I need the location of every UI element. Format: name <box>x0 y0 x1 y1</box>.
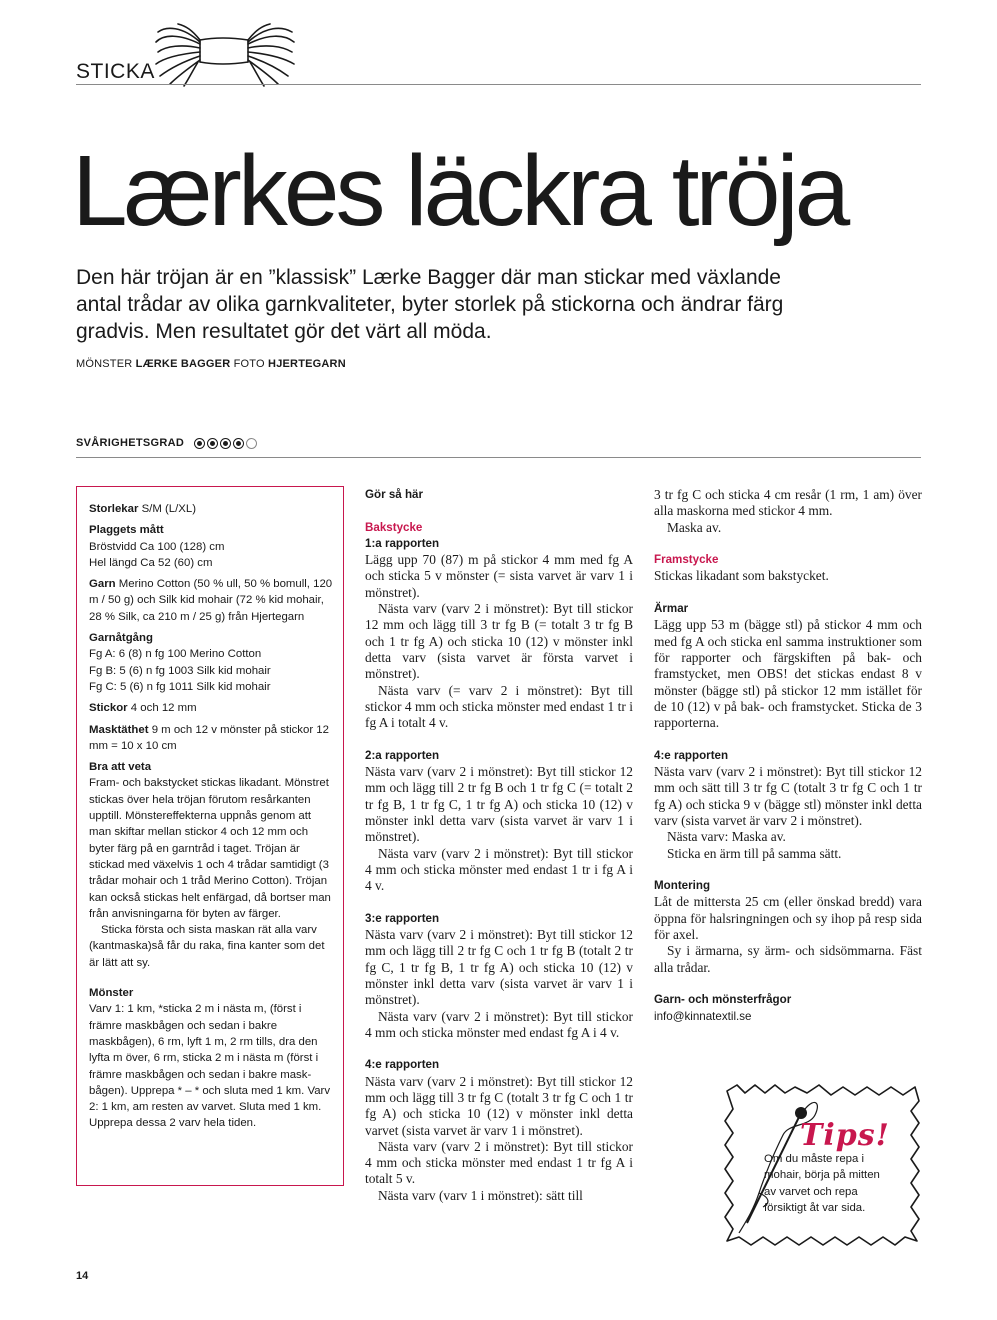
report-2-text-2: Nästa varv (varv 2 i mönstret): Byt till stickor 4 mm och sticka mönster med endast 1 tr i fg A i 4 v. <box>365 845 633 894</box>
front-heading: Framstycke <box>654 553 719 567</box>
needles-label: Stickor <box>89 702 128 715</box>
report-1-text-3: Nästa varv (= varv 2 i mönstret): Byt till stickor 4 mm och sticka mönster med endast 1 tr i fg A i totalt 4 v. <box>365 682 633 731</box>
report-1-heading: 1:a rapporten <box>365 536 440 550</box>
difficulty-dot <box>194 438 205 449</box>
pattern-text: Varv 1: 1 km, *sticka 2 m i nästa m, (först i främre maskbågen och sedan i bakre maskbågen), 6 rm, lyft 1 m, 2 rm tills, dra den lyfta m över, 6 rm, sticka 2 m i nästa m (först i främre maskbågen och sedan i bakre maskbågen). Upprepa * – * och sluta med 1 km. Varv 2: 1 km, am resten av varvet. Sluta med 1 km. Upprepa dessa 2 varv hela tiden. <box>89 1003 331 1130</box>
instructions-column-1 <box>365 487 633 1204</box>
yarn-use-c: Fg C: 5 (6) n fg 1011 Silk kid mohair <box>89 680 271 693</box>
good-text-2: Sticka första och sista maskan rät alla varv (kantmaska)så får du raka, fina kanter som det är lätt att sy. <box>89 924 325 969</box>
back-heading: Bakstycke <box>365 520 423 534</box>
report-3-heading: 3:e rapporten <box>365 911 440 925</box>
report-3-text-1: Nästa varv (varv 2 i mönstret): Byt till stickor 12 mm och lägg till 2 tr fg C och 1 tr fg B (totalt 2 tr fg C, 1 tr fg B, 1 tr fg A) och sticka 10 (12) v mönster inkl detta varv (sista varvet är varv 1 i mönstret). <box>365 927 633 1008</box>
difficulty-dot <box>220 438 231 449</box>
report-2-text-1: Nästa varv (varv 2 i mönstret): Byt till stickor 12 mm och lägg till 2 tr fg B och 1 tr fg C (= totalt 2 tr fg B, 1 tr fg C, 1 tr fg A) och sticka 10 (12) v mönster inkl detta varv (sista varvet är varv 1 i mönstret). <box>365 764 633 845</box>
article-lead: Den här tröjan är en ”klassisk” Lærke Bagger där man stickar med växlande antal trådar av olika garnkvaliteter, byter storlek på stickorna och ändrar färg gradvis. Men resultatet gör det värt all möda. <box>76 266 784 343</box>
page-number: 14 <box>76 1270 89 1282</box>
info-box <box>76 486 344 1186</box>
credit-photo-name: HJERTEGARN <box>268 358 346 370</box>
bind-off-text: Maska av. <box>667 519 722 535</box>
difficulty-dots <box>194 438 259 449</box>
measures-label: Plaggets mått <box>89 524 164 537</box>
good-text: Fram- och bakstycket stickas likadant. Mönstret stickas över hela tröjan förutom resårkanten upptill. Mönstereffekterna uppnås genom att man skiftar mellan stickor 4 och 12 mm och byter färg på en garntråd i taget. Tröjan är stickad med växelvis 1 och 4 trådar samtidigt (3 trådar mohair och 1 tråd Merino Cotton). Tröjan kan också stickas helt enfärgad, då bortser man från anvisningarna för byten av färger. <box>89 777 331 920</box>
sleeve-report-4-text-1: Nästa varv (varv 2 i mönstret): Byt till stickor 12 mm och sätt till 3 tr fg C (totalt 3 tr fg C och 1 tr fg A) och sticka 9 v (bägge stl) mönster inkl detta varv (sista varvet är varv 2 i mönstret). <box>654 764 922 828</box>
credit-pattern-label: MÖNSTER <box>76 358 133 370</box>
yarn-use <box>89 630 333 695</box>
gauge-label: Masktäthet <box>89 723 149 736</box>
report-4-heading: 4:e rapporten <box>365 1058 440 1072</box>
sizes <box>89 501 333 517</box>
tips-text: Om du måste repa i mohair, börja på mitten av varvet och repa försiktigt åt var sida. <box>764 1153 880 1214</box>
questions-email[interactable]: info@kinnatextil.se <box>654 1009 752 1023</box>
front-text: Stickas likadant som bakstycket. <box>654 568 829 584</box>
yarn-use-b: Fg B: 5 (6) n fg 1003 Silk kid mohair <box>89 664 271 677</box>
sleeve-report-4-text-3: Sticka en ärm till på samma sätt. <box>667 845 842 861</box>
report-1-text-2: Nästa varv (varv 2 i mönstret): Byt till stickor 12 mm och lägg till 3 tr fg B (= totalt 3 tr fg B och 1 tr fg A) och sticka 10 (12) v mönster inkl detta varv (sista varvet är första varvet i mönstret). <box>365 601 633 682</box>
assembly-heading: Montering <box>654 879 711 893</box>
good-to-know <box>89 759 333 922</box>
sleeve-report-4-heading: 4:e rapporten <box>654 748 729 762</box>
assembly-text-2: Sy i ärmarna, sy ärm- och sidsömmarna. Fäst alla trådar. <box>654 943 922 975</box>
good-label: Bra att veta <box>89 761 152 774</box>
difficulty-dot <box>246 438 257 449</box>
questions-heading: Garn- och mönsterfrågor <box>654 993 792 1007</box>
pattern-label: Mönster <box>89 987 134 1000</box>
yarn-skein-icon <box>152 22 298 88</box>
measures-length: Hel längd Ca 52 (60) cm <box>89 556 213 569</box>
report-4-text-2: Nästa varv (varv 2 i mönstret): Byt till stickor 4 mm och sticka mönster med endast 1 tr fg A i totalt 5 v. <box>365 1138 633 1187</box>
difficulty-dot <box>207 438 218 449</box>
yarn-value: Merino Cotton (50 % ull, 50 % bomull, 120 m / 50 g) och Silk kid mohair (72 % kid mohair, 28 % Silk, ca 210 m / 25 g) från Hjertegarn <box>89 578 333 623</box>
credit-pattern-name: LÆRKE BAGGER <box>135 358 231 370</box>
pattern <box>89 985 333 1132</box>
section-label: STICKA <box>76 60 155 83</box>
report-1-text-1: Lägg upp 70 (87) m på stickor 4 mm med fg A och sticka 5 v mönster (= sista varvet är varv 1 i mönstret). <box>365 552 633 600</box>
yarn-use-label: Garnåtgång <box>89 632 153 645</box>
header-rule <box>76 84 921 85</box>
sizes-value: S/M (L/XL) <box>141 503 196 515</box>
report-2-heading: 2:a rapporten <box>365 748 440 762</box>
sleeve-report-4-text-2: Nästa varv: Maska av. <box>667 829 786 845</box>
sizes-label: Storlekar <box>89 503 139 515</box>
assembly-text-1: Låt de mittersta 25 cm (eller önskad bredd) vara öppna för halsringningen och sy ihop på resp sida för axel. <box>654 894 922 943</box>
difficulty-label: SVÅRIGHETSGRAD <box>76 437 185 449</box>
continued-text: 3 tr fg C och sticka 4 cm resår (1 rm, 1 am) över alla maskorna med stickor 4 mm. <box>654 487 922 519</box>
sleeves-text: Lägg upp 53 m (bägge stl) på stickor 4 mm och med fg A och sticka enl samma instruktioner som för rapporter och färgskiften på bak- och framstycket, men OBS! det stickas endast 8 v mönster (bägge stl) på stickor 12 mm istället för de 10 (12) v på bak- och framstycket. Sticka de 3 rapporterna. <box>654 617 922 731</box>
how-heading: Gör så här <box>365 488 423 501</box>
instructions-column-2 <box>654 487 922 1025</box>
measures-chest: Bröstvidd Ca 100 (128) cm <box>89 540 225 553</box>
measures <box>89 522 333 571</box>
sleeves-heading: Ärmar <box>654 602 689 616</box>
difficulty-dot <box>233 438 244 449</box>
credit-photo-label: FOTO <box>233 358 265 370</box>
needles <box>89 700 333 716</box>
report-4-text-1: Nästa varv (varv 2 i mönstret): Byt till stickor 12 mm och lägg till 3 tr fg C (totalt 3 tr fg C och 1 tr fg A) och sticka 10 (12) v mönster inkl detta varvet (sista varvet är varv 1 i mönstret). <box>365 1073 633 1138</box>
report-3-text-2: Nästa varv (varv 2 i mönstret): Byt till stickor 4 mm och sticka mönster med endast fg A i 4 v. <box>365 1008 633 1040</box>
gauge-value: 9 m och 12 v mönster på stickor 12 mm = 10 x 10 cm <box>89 723 329 752</box>
yarn <box>89 576 333 625</box>
yarn-label: Garn <box>89 578 116 591</box>
yarn-use-a: Fg A: 6 (8) n fg 100 Merino Cotton <box>89 648 262 661</box>
gauge <box>89 722 333 755</box>
article-title: Lærkes läckra tröja <box>72 135 847 247</box>
report-4-text-3: Nästa varv (varv 1 i mönstret): sätt till <box>378 1187 583 1203</box>
tips-title: Tips! <box>800 1118 890 1153</box>
credits <box>76 358 346 370</box>
section-rule <box>76 457 921 458</box>
difficulty-rating <box>76 437 259 449</box>
needles-value: 4 och 12 mm <box>130 702 197 715</box>
